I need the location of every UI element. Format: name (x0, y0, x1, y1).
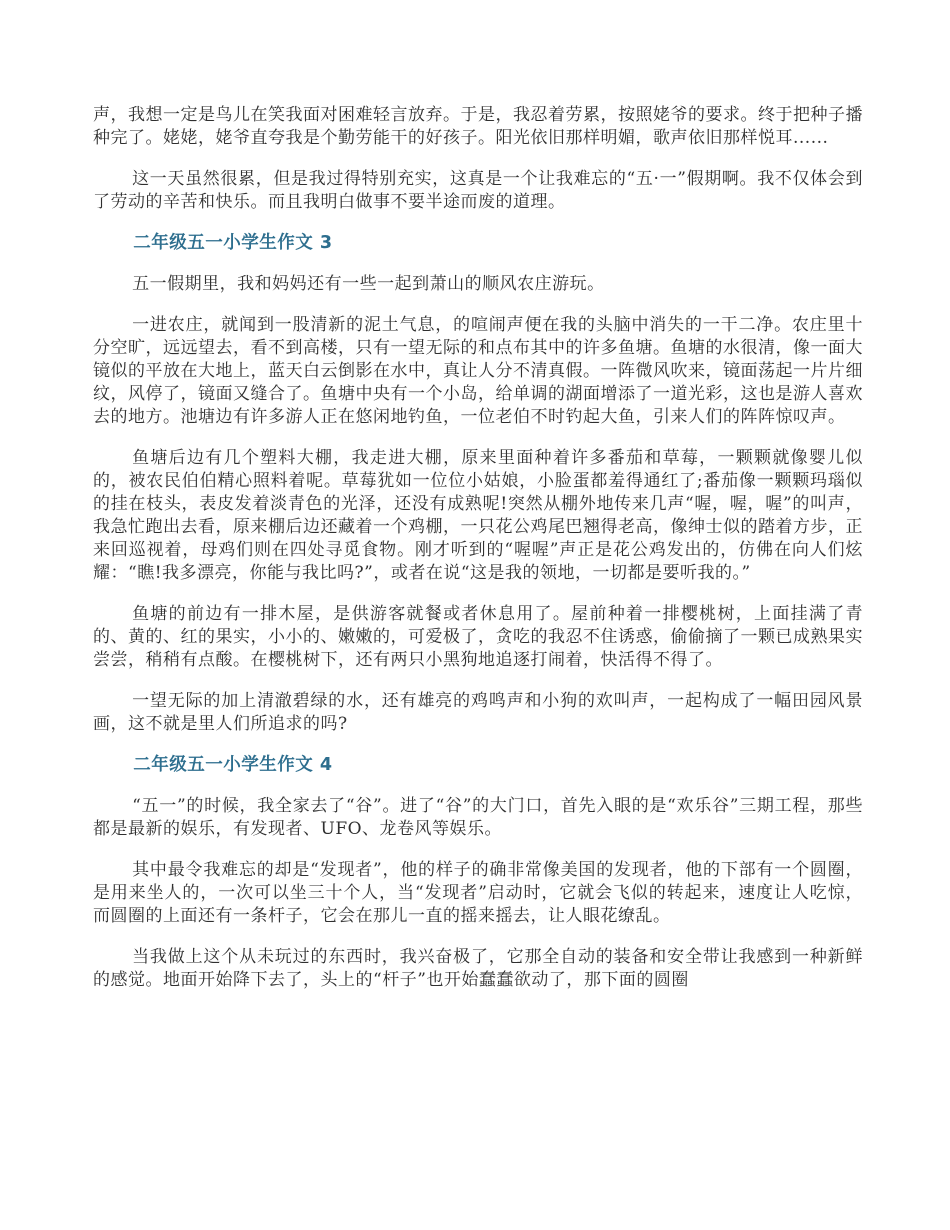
essay-paragraph: 当我做上这个从未玩过的东西时，我兴奋极了，它那全自动的装备和安全带让我感到一种新鲜的感觉。地面开始降下去了，头上的“杆子”也开始蠢蠢欲动了，那下面的圆圈 (93, 947, 863, 990)
section-heading-essay-3: 二年级五一小学生作文 3 (133, 233, 333, 253)
section-heading-essay-4: 二年级五一小学生作文 4 (133, 755, 333, 775)
essay-paragraph: “五一”的时候，我全家去了“谷”。进了“谷”的大门口，首先入眼的是“欢乐谷”三期工程，那些都是最新的娱乐，有发现者、UFO、龙卷风等娱乐。 (93, 796, 863, 839)
essay-paragraph: 鱼塘后边有几个塑料大棚，我走进大棚，原来里面种着许多番茄和草莓，一颗颗就像婴儿似的，被农民伯伯精心照料着呢。草莓犹如一位位小姑娘，小脸蛋都羞得通红了;番茄像一颗颗玛瑙似的挂在枝头，表皮发着淡青色的光泽，还没有成熟呢!突然从棚外地传来几声“喔，喔，喔”的叫声，我急忙跑出去看，原来棚后边还藏着一个鸡棚，一只花公鸡尾巴翘得老高，像绅士似的踏着方步，正来回巡视着，母鸡们则在四处寻觅食物。刚才听到的“喔喔”声正是花公鸡发出的，仿佛在向人们炫耀：“瞧!我多漂亮，你能与我比吗?”，或者在说“这是我的领地，一切都是要听我的。” (93, 448, 863, 583)
essay-paragraph: 一望无际的加上清澈碧绿的水，还有雄亮的鸡鸣声和小狗的欢叫声，一起构成了一幅田园风景画，这不就是里人们所追求的吗? (93, 691, 863, 734)
essay-paragraph: 这一天虽然很累，但是我过得特别充实，这真是一个让我难忘的“五·一”假期啊。我不仅体会到了劳动的辛苦和快乐。而且我明白做事不要半途而废的道理。 (93, 169, 863, 212)
essay-paragraph: 其中最令我难忘的却是“发现者”，他的样子的确非常像美国的发现者，他的下部有一个圆圈，是用来坐人的，一次可以坐三十个人，当“发现者”启动时，它就会飞似的转起来，速度让人吃惊，而圆圈的上面还有一条杆子，它会在那儿一直的摇来摇去，让人眼花缭乱。 (93, 860, 863, 926)
essay-paragraph: 五一假期里，我和妈妈还有一些一起到萧山的顺风农庄游玩。 (132, 274, 605, 294)
essay-paragraph: 鱼塘的前边有一排木屋，是供游客就餐或者休息用了。屋前种着一排樱桃树，上面挂满了青的、黄的、红的果实，小小的、嫩嫩的，可爱极了，贪吃的我忍不住诱惑，偷偷摘了一颗已成熟果实尝尝，稍稍有点酸。在樱桃树下，还有两只小黑狗地追逐打闹着，快活得不得了。 (93, 604, 863, 670)
essay-paragraph: 一进农庄，就闻到一股清新的泥土气息，的喧闹声便在我的头脑中消失的一干二净。农庄里十分空旷，远远望去，看不到高楼，只有一望无际的和点布其中的许多鱼塘。鱼塘的水很清，像一面大镜似的平放在大地上，蓝天白云倒影在水中，真让人分不清真假。一阵微风吹来，镜面荡起一片片细纹，风停了，镜面又缝合了。鱼塘中央有一个小岛，给单调的湖面增添了一道光彩，这也是游人喜欢去的地方。池塘边有许多游人正在悠闲地钓鱼，一位老伯不时钓起大鱼，引来人们的阵阵惊叹声。 (93, 315, 863, 427)
essay-paragraph: 声，我想一定是鸟儿在笑我面对困难轻言放弃。于是，我忍着劳累，按照姥爷的要求。终于把种子播种完了。姥姥，姥爷直夸我是个勤劳能干的好孩子。阳光依旧那样明媚，歌声依旧那样悦耳...... (93, 105, 863, 148)
